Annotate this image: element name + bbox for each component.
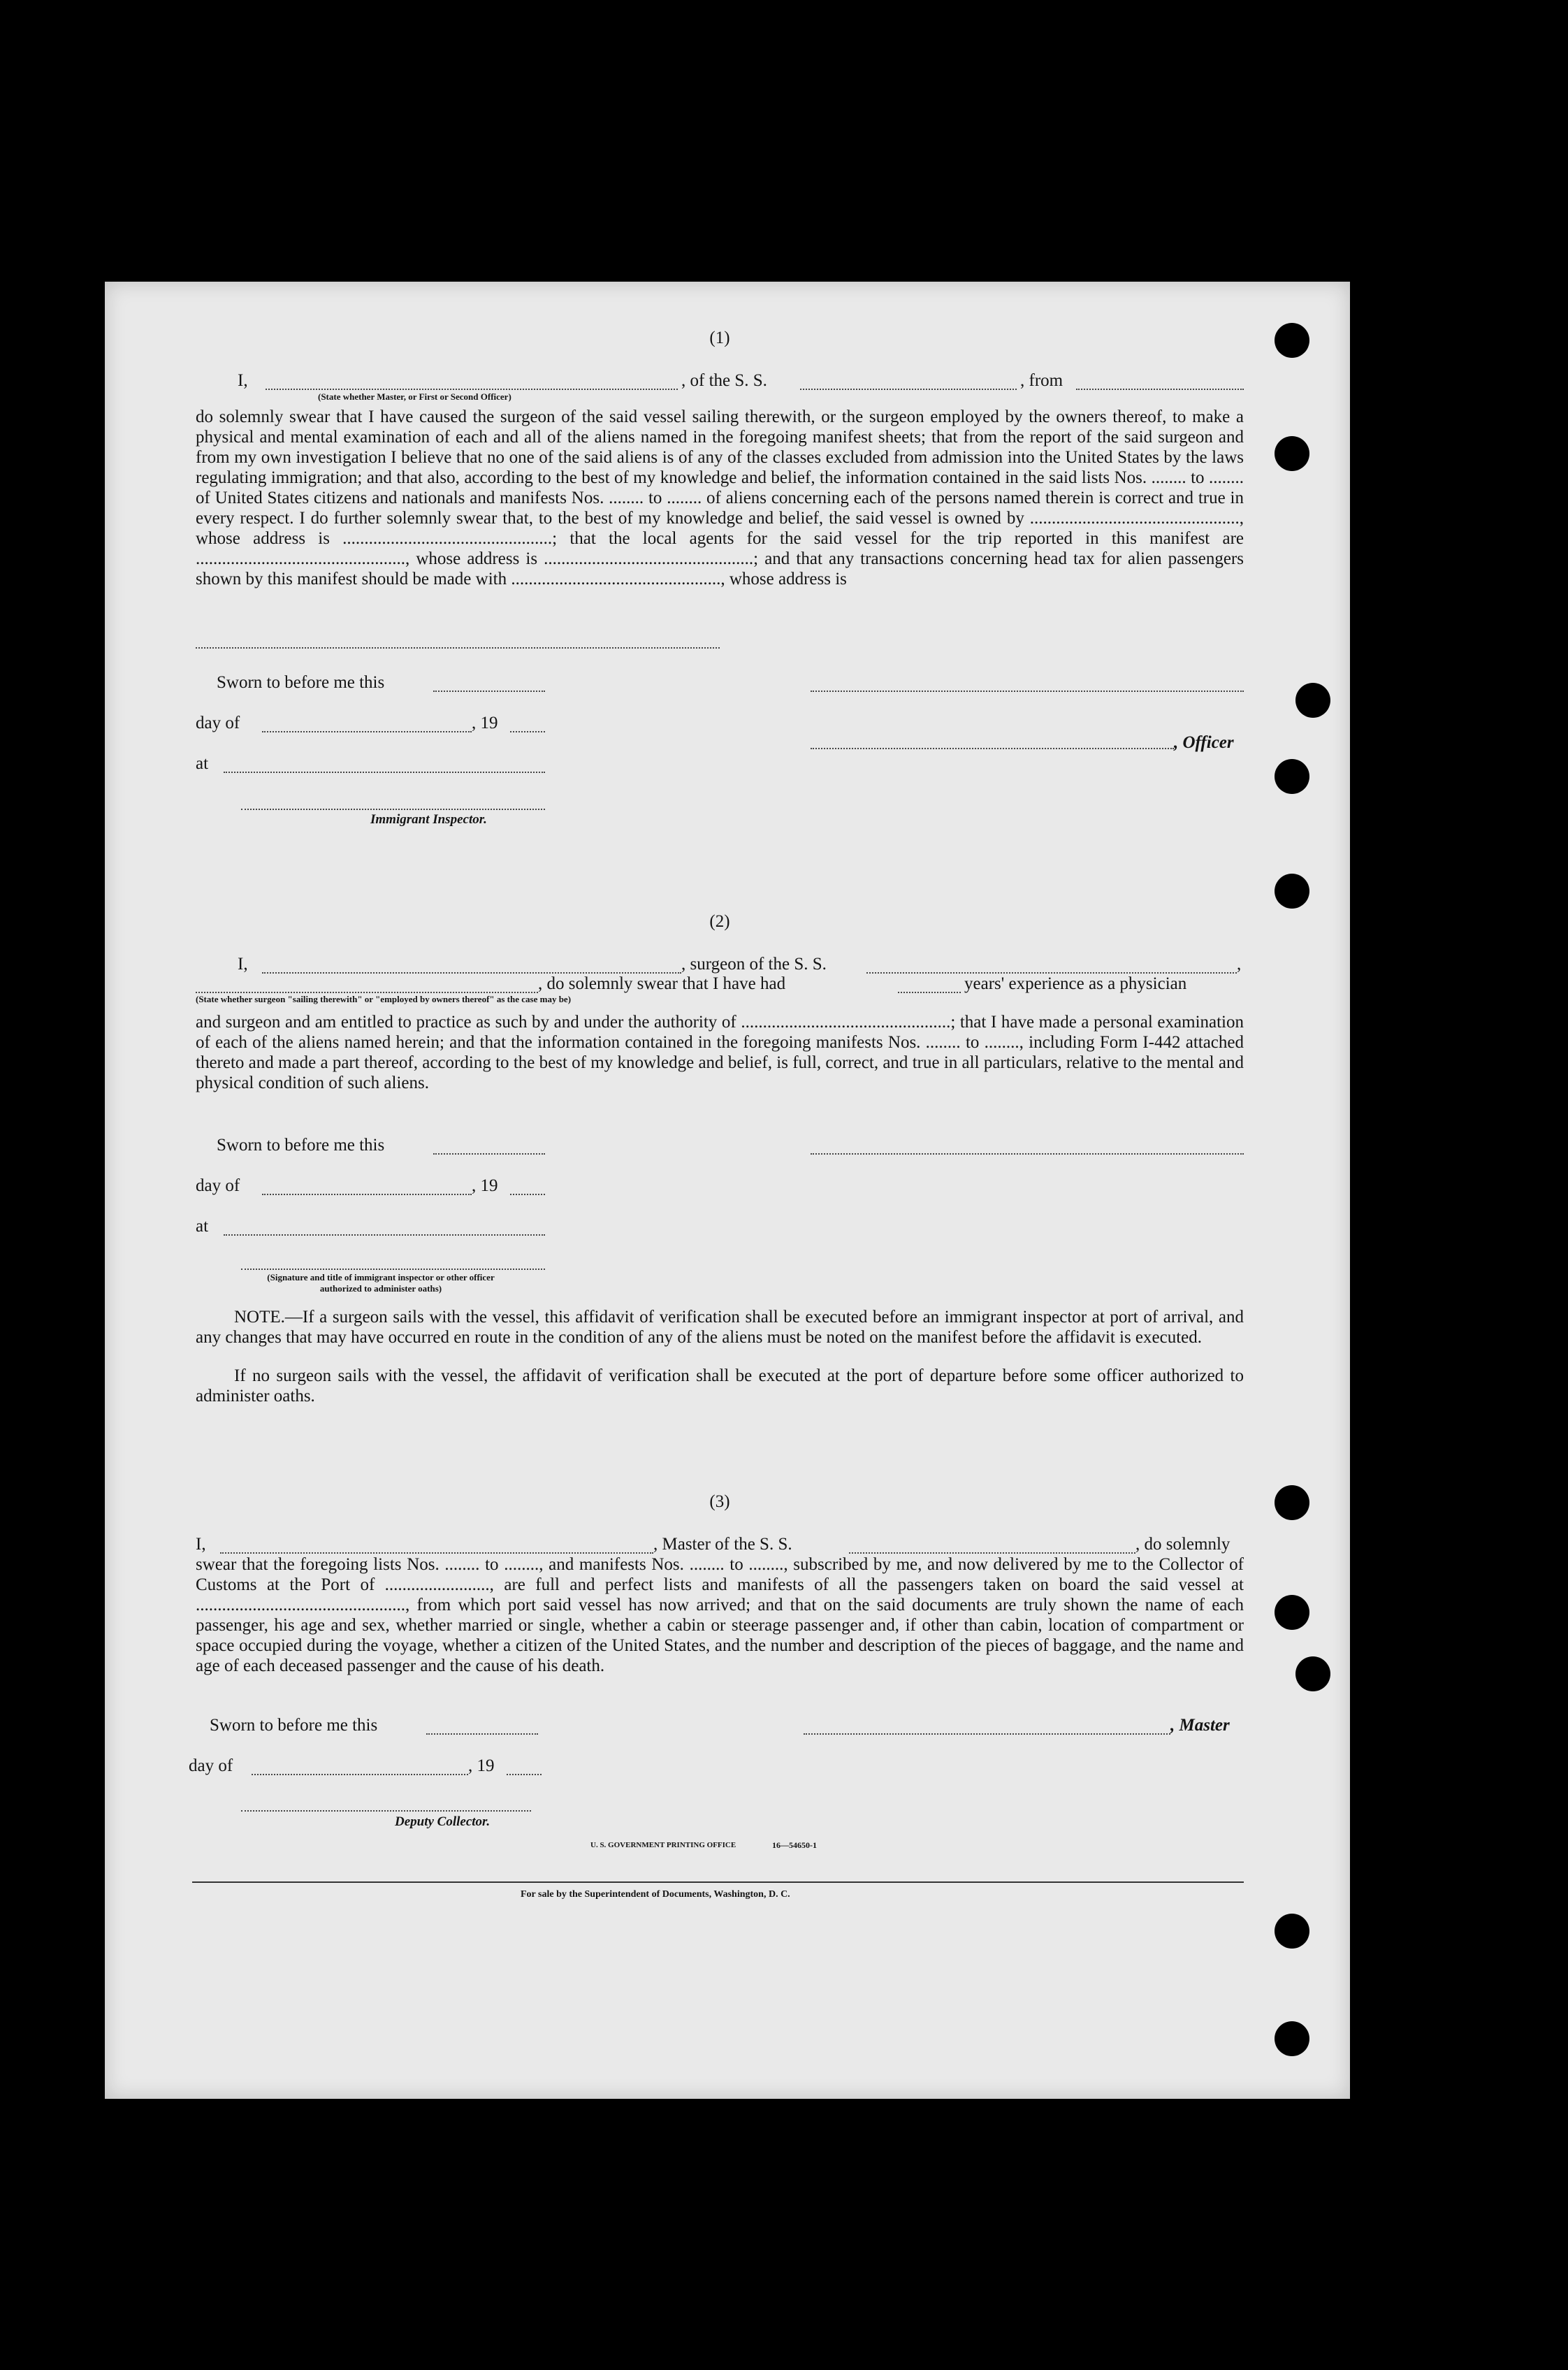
at-blank[interactable] <box>224 772 545 773</box>
vessel-label: , of the S. S. <box>681 371 767 390</box>
binder-hole <box>1275 323 1309 358</box>
inspector-title: Immigrant Inspector. <box>370 812 487 827</box>
surgeon-of-label: , surgeon of the S. S. <box>681 955 827 974</box>
binder-hole <box>1275 436 1309 471</box>
signature-caption: (Signature and title of immigrant inspector or other officer authorized to administer oaths) <box>267 1272 495 1294</box>
rank-caption: (State whether Master, or First or Second Officer) <box>318 391 511 402</box>
form-code: 16—54650-1 <box>772 1840 817 1850</box>
at-label: at <box>196 1217 209 1236</box>
printing-office: U. S. GOVERNMENT PRINTING OFFICE <box>590 1841 736 1849</box>
sworn-label: Sworn to before me this <box>217 673 385 692</box>
year-blank[interactable] <box>510 1194 545 1195</box>
binder-hole <box>1295 683 1330 718</box>
swear-label: , do solemnly swear that I have had <box>538 974 786 993</box>
year-label: , 19 <box>468 1756 495 1775</box>
year-label: , 19 <box>472 1176 498 1195</box>
collector-title: Deputy Collector. <box>395 1814 491 1829</box>
day-of-label: day of <box>189 1756 233 1775</box>
section-number: (1) <box>709 328 730 347</box>
day-of-blank[interactable] <box>262 731 472 732</box>
vessel-blank[interactable] <box>800 389 1017 390</box>
day-of-label: day of <box>196 1176 240 1195</box>
surgeon-signature-blank[interactable] <box>811 1153 1244 1155</box>
master-vessel-blank[interactable] <box>849 1552 1135 1554</box>
master-body: swear that the foregoing lists Nos. ........ to ........, and manifests Nos. ........ to ........, subscribed by me, and now delivered by me to the Collector of Customs at the Port of ........................, are full and perfect lists and manifests of all the passengers taken on board the said vessel at ................................................, from which port said vessel has now arrived; and that on the said documents are truly shown the name of each passenger, his age and sex, whether married or single, whether a cabin or steerage passenger and, if other than cabin, location of compartment or space occupied during the voyage, whether a citizen of the United States, and the number and description of the pieces of baggage, and the name and age of each deceased passenger and the cause of his death. <box>196 1555 1244 1675</box>
for-sale-note: For sale by the Superintendent of Documents, Washington, D. C. <box>521 1889 790 1900</box>
footer-divider <box>192 1881 1244 1883</box>
sworn-label: Sworn to before me this <box>210 1716 378 1735</box>
from-label: , from <box>1020 371 1064 390</box>
sworn-date-blank[interactable] <box>426 1733 538 1735</box>
oath-body: do solemnly swear that I have caused the surgeon of the said vessel sailing therewith, or the surgeon employed by the owners thereof, to make a physical and mental examination of each and all of the aliens named in the foregoing manifest sheets; that from the report of the said surgeon and from my own investigation I believe that no one of the said aliens is of any of the classes excluded from admission into the United States by the laws regulating immigration; and that also, according to the best of my knowledge and belief, the information contained in the said lists Nos. ........ to ........ of United States citizens and nationals and manifests Nos. ........ to ........ of aliens concerning each of the persons named therein is correct and true in every respect. I do further solemnly swear that, to the best of my knowledge and belief, the said vessel is owned by ................................................, whose address is ................................................; that the local agents for the said vessel for the trip reported in this manifest are ................................................, whose address is ................................................; and that any transactions concerning head tax for alien passengers shown by this manifest should be made with ................................................, whose address is <box>196 407 1244 588</box>
surgeon-body: and surgeon and am entitled to practice as such by and under the authority of ................................................; that I have made a personal examination of each of the aliens named herein; and that the information contained in the foregoing manifests Nos. ........ to ........, including Form I-442 attached thereto and made a part thereof, according to the best of my knowledge and belief, is full, correct, and true in all particulars, relative to the mental and physical condition of such aliens. <box>196 1013 1244 1092</box>
oath-first-line: I, <box>238 371 248 390</box>
officer-signature-blank[interactable] <box>811 748 1174 749</box>
binder-hole <box>1275 1485 1309 1520</box>
day-of-blank[interactable] <box>262 1194 472 1195</box>
section-number: (3) <box>709 1492 730 1511</box>
binder-hole <box>1275 874 1309 909</box>
binder-hole <box>1275 1595 1309 1630</box>
sworn-date-blank[interactable] <box>433 1153 545 1155</box>
inspector-signature-blank[interactable] <box>241 809 545 810</box>
master-signature-blank[interactable] <box>804 1733 1170 1735</box>
comma: , <box>1237 955 1242 974</box>
rank-blank[interactable] <box>266 389 678 390</box>
year-blank[interactable] <box>507 1774 542 1775</box>
surgeon-caption: (State whether surgeon "sailing therewith" or "employed by owners thereof" as the case may be) <box>196 994 572 1004</box>
solemnly-label: , do solemnly <box>1135 1535 1231 1554</box>
officer-label: , Officer <box>1174 733 1234 752</box>
master-label: , Master <box>1170 1716 1230 1735</box>
years-blank[interactable] <box>898 992 961 993</box>
sworn-label: Sworn to before me this <box>217 1136 385 1155</box>
day-of-label: day of <box>196 714 240 732</box>
master-name-blank[interactable] <box>220 1552 653 1554</box>
at-label: at <box>196 754 209 773</box>
day-of-blank[interactable] <box>252 1774 468 1775</box>
master-first-line: I, <box>196 1535 206 1554</box>
from-blank[interactable] <box>1076 389 1244 390</box>
surgeon-first-line: I, <box>238 955 248 974</box>
note-paragraph: NOTE.—If a surgeon sails with the vessel, this affidavit of verification shall be executed before an immigrant inspector at port of arrival, and any changes that may have occurred en route in the condition of any of the aliens must be noted on the manifest before the affidavit is executed. <box>196 1308 1244 1347</box>
sworn-date-blank[interactable] <box>433 691 545 692</box>
year-label: , 19 <box>472 714 498 732</box>
surgeon-status-blank[interactable] <box>196 992 538 993</box>
at-blank[interactable] <box>224 1234 545 1236</box>
collector-signature-blank[interactable] <box>241 1810 531 1812</box>
binder-hole <box>1275 759 1309 794</box>
binder-hole <box>1275 2021 1309 2056</box>
signature-title-blank[interactable] <box>241 1269 545 1270</box>
binder-hole <box>1295 1656 1330 1691</box>
section-number: (2) <box>709 912 730 931</box>
year-blank[interactable] <box>510 731 545 732</box>
officer-signature-top-blank[interactable] <box>811 691 1244 692</box>
note-paragraph-2: If no surgeon sails with the vessel, the affidavit of verification shall be executed at the port of departure before some officer authorized to administer oaths. <box>196 1366 1244 1406</box>
master-of-label: , Master of the S. S. <box>653 1535 792 1554</box>
binder-hole <box>1275 1914 1309 1949</box>
continuation-blank[interactable] <box>196 647 720 649</box>
years-label: years' experience as a physician <box>964 974 1187 993</box>
